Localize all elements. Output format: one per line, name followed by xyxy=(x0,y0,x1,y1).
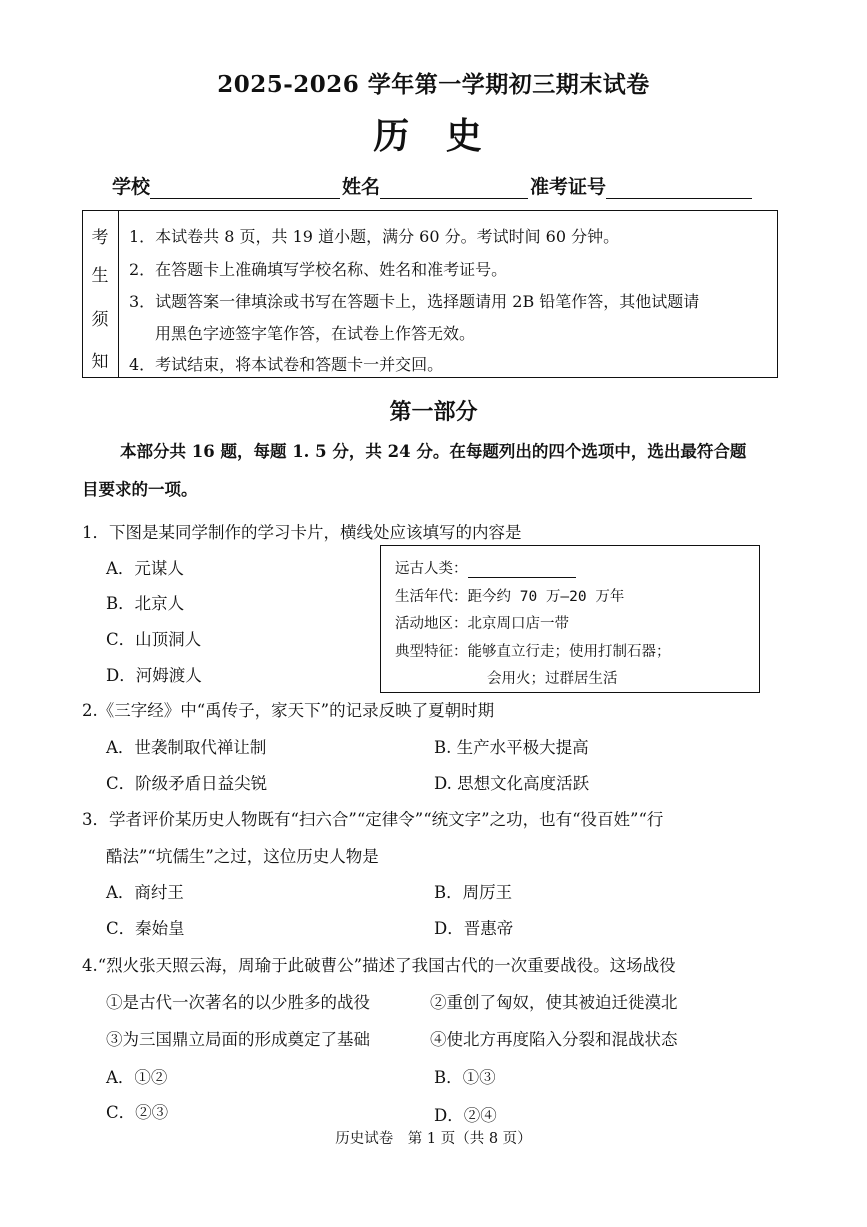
card-line: 会用火；过群居生活 xyxy=(487,671,618,687)
question-stem: 1．下图是某同学制作的学习卡片，横线处应该填写的内容是 xyxy=(82,523,522,542)
question-stem: 3．学者评价某历史人物既有“扫六合”“定律令”“统文字”之功，也有“役百姓”“行 xyxy=(82,810,664,829)
card-line: 活动地区：北京周口店一带 xyxy=(395,616,569,632)
option-b[interactable]: B．北京人 xyxy=(106,594,185,613)
option-c[interactable]: C．②③ xyxy=(106,1103,169,1122)
notice-box xyxy=(82,210,778,378)
exam-number-blank[interactable] xyxy=(606,178,752,199)
option-d[interactable]: D．河姆渡人 xyxy=(106,666,202,685)
study-card xyxy=(380,545,760,693)
option-d[interactable]: D. 思想文化高度活跃 xyxy=(434,774,590,793)
question-stem: 2.《三字经》中“禹传子，家天下”的记录反映了夏朝时期 xyxy=(82,701,495,720)
name-blank[interactable] xyxy=(380,178,528,199)
option-b[interactable]: B．①③ xyxy=(434,1068,496,1087)
exam-number-label: 准考证号 xyxy=(530,176,607,198)
option-c[interactable]: C．山顶洞人 xyxy=(106,630,202,649)
card-label: 远古人类： xyxy=(395,561,468,577)
question-stem-continued: 酷法”“坑儒生”之过，这位历史人物是 xyxy=(106,847,379,866)
notice-line: 4．考试结束，将本试卷和答题卡一并交回。 xyxy=(129,355,444,374)
option-a[interactable]: A．世袭制取代禅让制 xyxy=(106,738,267,757)
card-line: 典型特征：能够直立行走；使用打制石器； xyxy=(395,644,671,660)
notice-head-char: 生 xyxy=(91,266,109,286)
section-intro: 目要求的一项。 xyxy=(82,480,198,499)
statement-item: ④使北方再度陷入分裂和混战状态 xyxy=(430,1030,678,1049)
statement-item: ③为三国鼎立局面的形成奠定了基础 xyxy=(106,1030,370,1049)
section-intro: 本部分共 16 题，每题 1. 5 分，共 24 分。在每题列出的四个选项中，选出最符合题 xyxy=(120,442,747,461)
notice-head-char: 须 xyxy=(91,310,109,330)
notice-heading xyxy=(83,211,119,377)
option-c[interactable]: C．秦始皇 xyxy=(106,919,185,938)
card-line: 生活年代：距今约 70 万—20 万年 xyxy=(395,589,625,605)
option-b[interactable]: B. 生产水平极大提高 xyxy=(434,738,589,757)
option-d[interactable]: D．②④ xyxy=(434,1106,497,1125)
option-a[interactable]: A．商纣王 xyxy=(106,883,184,902)
exam-title: 2025-2026 学年第一学期初三期末试卷 xyxy=(217,71,650,98)
option-b[interactable]: B．周厉王 xyxy=(434,883,513,902)
name-label: 姓名 xyxy=(342,176,381,198)
statement-item: ①是古代一次著名的以少胜多的战役 xyxy=(106,993,370,1012)
option-a[interactable]: A．①② xyxy=(106,1068,168,1087)
notice-line: 1．本试卷共 8 页，共 19 道小题，满分 60 分。考试时间 60 分钟。 xyxy=(129,227,620,246)
card-blank xyxy=(468,563,576,578)
question-stem: 4.“烈火张天照云海，周瑜于此破曹公”描述了我国古代的一次重要战役。这场战役 xyxy=(82,956,676,975)
school-blank[interactable] xyxy=(150,178,340,199)
card-line xyxy=(395,557,576,578)
notice-head-char: 知 xyxy=(91,352,109,372)
notice-line: 2．在答题卡上准确填写学校名称、姓名和准考证号。 xyxy=(129,260,508,279)
school-label: 学校 xyxy=(112,176,151,198)
notice-head-char: 考 xyxy=(91,228,109,248)
option-c[interactable]: C．阶级矛盾日益尖锐 xyxy=(106,774,268,793)
subject-title: 历 史 xyxy=(373,115,494,157)
notice-line: 3．试题答案一律填涂或书写在答题卡上，选择题请用 2B 铅笔作答，其他试题请 xyxy=(129,292,700,311)
option-a[interactable]: A．元谋人 xyxy=(106,559,184,578)
option-d[interactable]: D．晋惠帝 xyxy=(434,919,514,938)
notice-line: 用黑色字迹签字笔作答，在试卷上作答无效。 xyxy=(155,324,476,343)
page-footer: 历史试卷 第 1 页（共 8 页） xyxy=(335,1131,532,1147)
section-title: 第一部分 xyxy=(389,399,478,425)
student-info-row xyxy=(112,172,754,199)
statement-item: ②重创了匈奴，使其被迫迁徙漠北 xyxy=(430,993,678,1012)
